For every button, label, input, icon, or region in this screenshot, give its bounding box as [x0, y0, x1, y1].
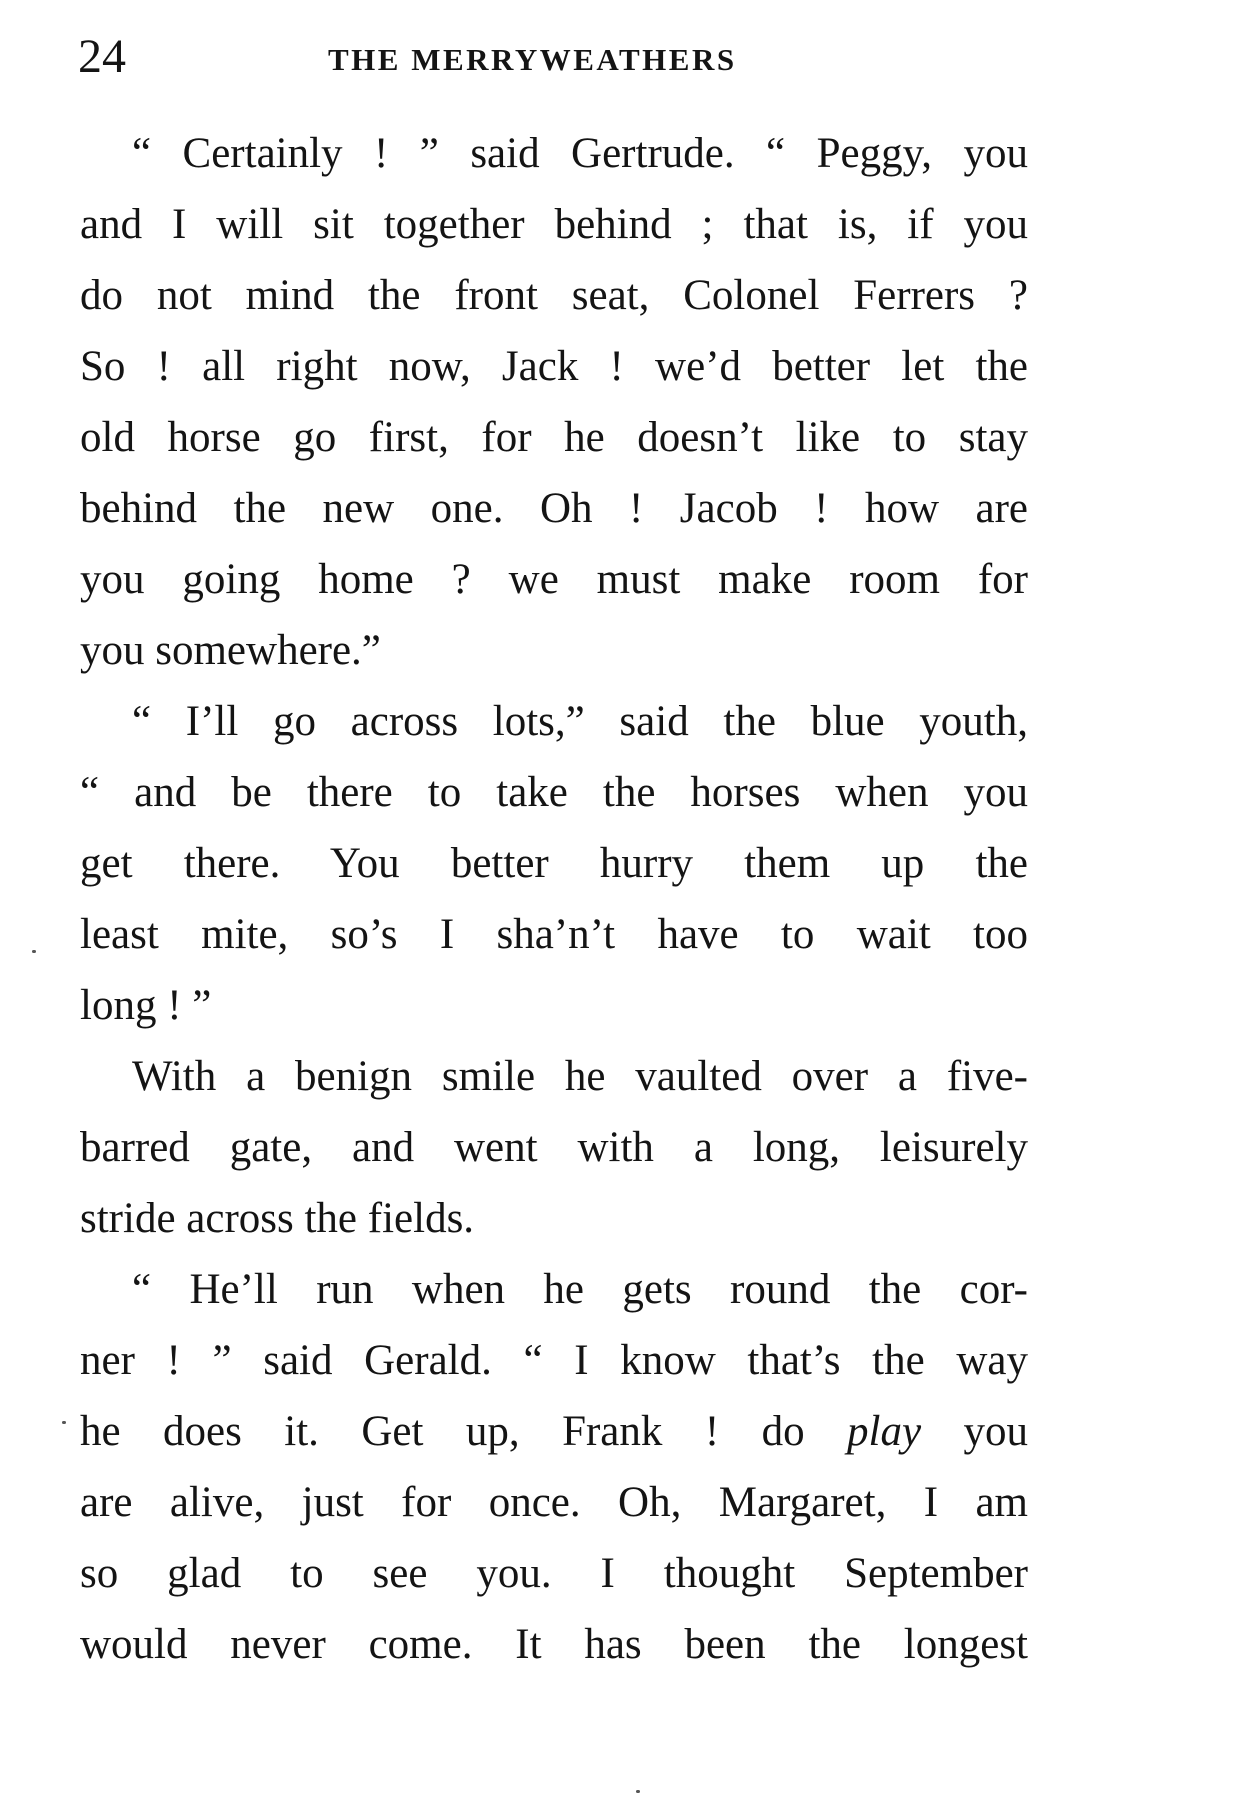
print-speck	[32, 950, 36, 953]
text-line: are alive, just for once. Oh, Margaret, I am	[80, 1479, 1028, 1526]
text-line: old horse go first, for he doesn’t like to stay	[80, 414, 1028, 461]
text-line: So ! all right now, Jack ! we’d better let the	[80, 343, 1028, 390]
text-line: would never come. It has been the longest	[80, 1621, 1028, 1668]
italic-emphasis: play	[847, 1408, 922, 1455]
print-speck	[636, 1790, 640, 1793]
text-line: least mite, so’s I sha’n’t have to wait too	[80, 911, 1028, 958]
text-line: so glad to see you. I thought September	[80, 1550, 1028, 1597]
running-head	[78, 30, 1038, 84]
text-line	[80, 1396, 1028, 1467]
text-line: behind the new one. Oh ! Jacob ! how are	[80, 485, 1028, 532]
line-segment: ner ! ” said Gerald. “ I know that’s the way	[80, 1337, 1028, 1384]
line-segment: he does it. Get up, Frank ! do	[80, 1408, 848, 1455]
text-line	[80, 1325, 1028, 1396]
line-segment: you	[921, 1408, 1028, 1455]
text-line: and I will sit together behind ; that is, if you	[80, 201, 1028, 248]
print-speck	[62, 1421, 66, 1424]
text-line: “ He’ll run when he gets round the cor-	[132, 1266, 1028, 1313]
body-text	[80, 118, 1028, 1680]
text-line: stride across the fields.	[80, 1195, 475, 1242]
text-line: “ Certainly ! ” said Gertrude. “ Peggy, you	[132, 130, 1028, 177]
text-line: “ and be there to take the horses when you	[80, 769, 1028, 816]
text-line: With a benign smile he vaulted over a five-	[132, 1053, 1028, 1100]
text-line: do not mind the front seat, Colonel Ferrers ?	[80, 272, 1028, 319]
text-line: “ I’ll go across lots,” said the blue youth,	[132, 698, 1028, 745]
running-title: THE MERRYWEATHERS	[328, 42, 737, 77]
page-number: 24	[78, 30, 126, 83]
text-line: get there. You better hurry them up the	[80, 840, 1028, 887]
text-line: you going home ? we must make room for	[80, 556, 1028, 603]
text-line: barred gate, and went with a long, leisurely	[80, 1124, 1028, 1171]
text-line: you somewhere.”	[80, 627, 381, 674]
text-line: long ! ”	[80, 982, 212, 1029]
